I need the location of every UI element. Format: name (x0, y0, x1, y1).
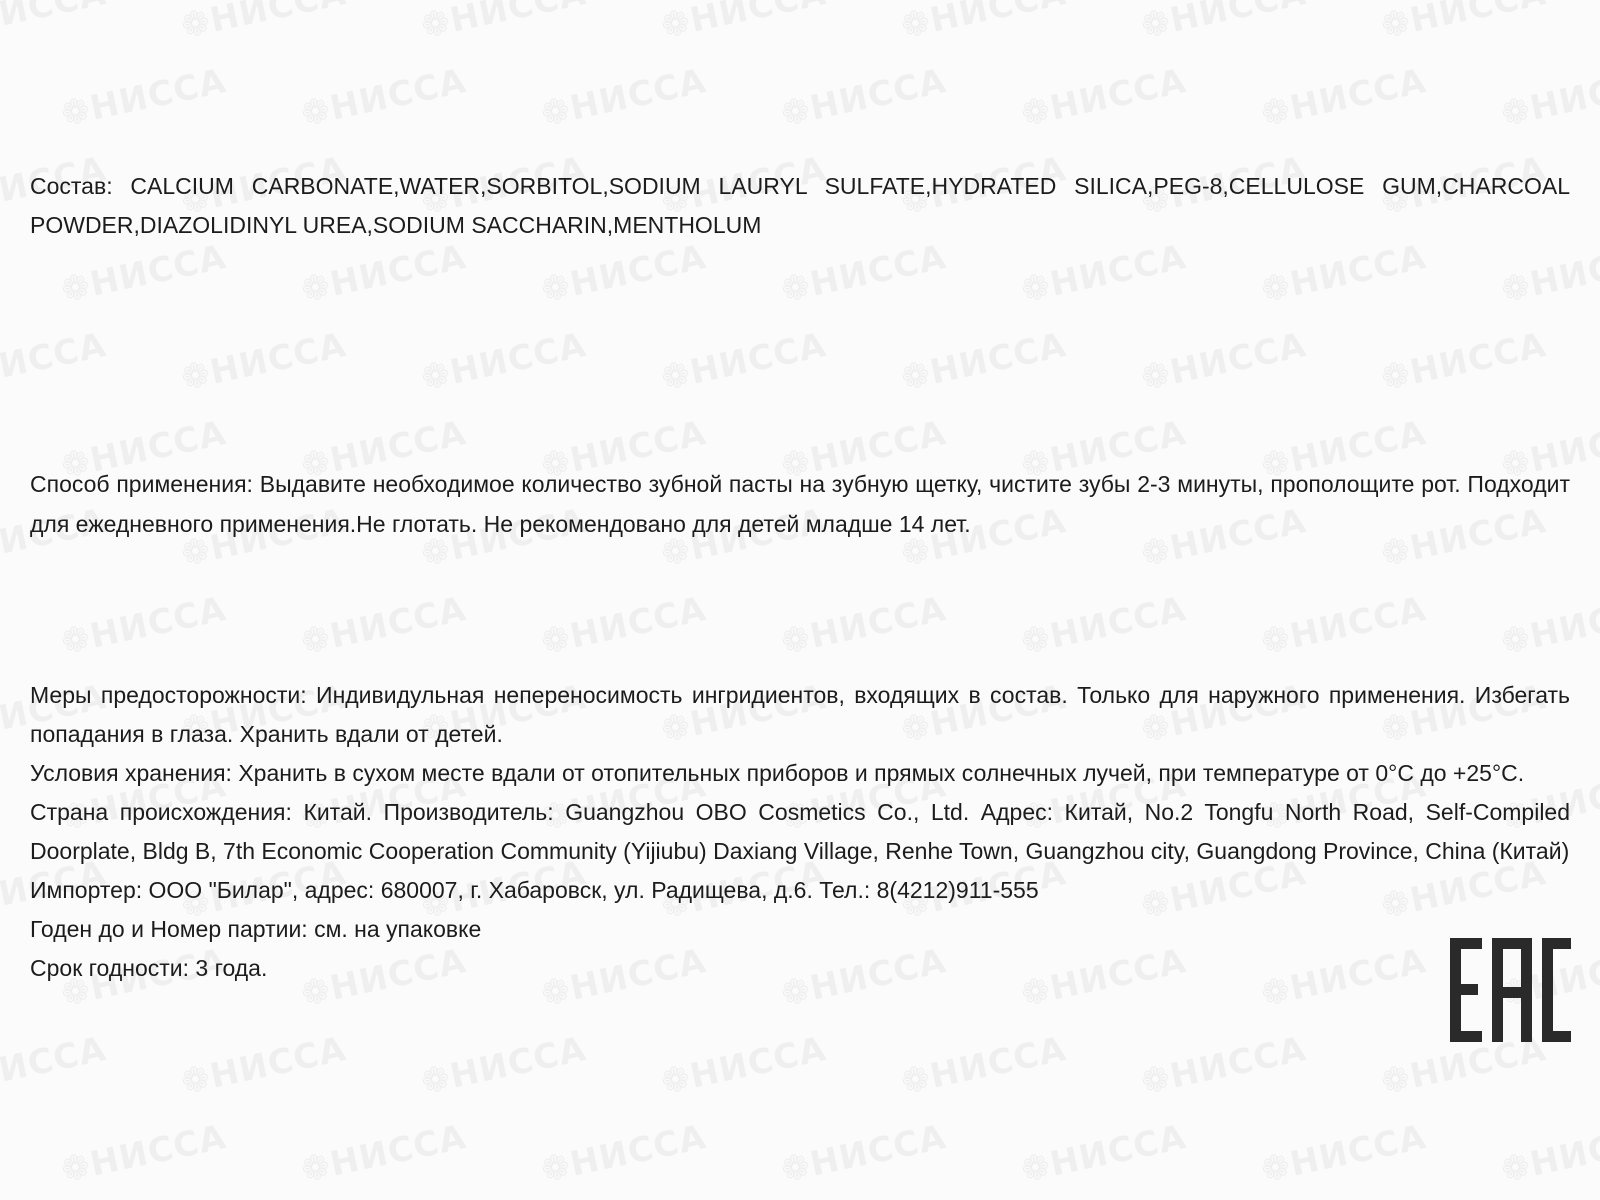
origin-label: Страна происхождения: (30, 799, 292, 825)
watermark-logo (0, 1029, 110, 1103)
watermark-logo (298, 61, 470, 135)
shelf-life-text: 3 года. (195, 955, 268, 981)
watermark-logo (178, 1029, 350, 1103)
watermark-logo (1018, 589, 1190, 663)
shelf-life-label: Срок годности: (30, 955, 190, 981)
watermark-logo (298, 237, 470, 311)
address-text: Китай, No.2 Tongfu North Road, Self-Compiled Doorplate, Bldg B, 7th Economic Cooperation Community (Yijiubu) Daxiang Village, Renhe Town, Guangzhou city, Guangdong Province, China (Китай) (30, 799, 1571, 864)
eac-certification-mark (1448, 935, 1573, 1045)
manufacturer-label: Производитель: (383, 799, 554, 825)
batch-text: Годен до и Номер партии: см. на упаковке (30, 916, 482, 942)
watermark-logo (1498, 61, 1600, 135)
precautions-paragraph (30, 676, 1570, 754)
watermark-logo (1378, 325, 1550, 399)
watermark-logo (1138, 0, 1310, 47)
watermark-logo (58, 589, 230, 663)
storage-paragraph (30, 754, 1570, 793)
watermark-logo (898, 0, 1070, 47)
composition-section (30, 167, 1570, 245)
watermark-logo (0, 0, 110, 47)
watermark-logo (658, 1029, 830, 1103)
precautions-label: Меры предосторожности: (30, 682, 307, 708)
watermark-logo (1498, 1117, 1600, 1191)
usage-section (30, 464, 1570, 544)
watermark-logo (658, 325, 830, 399)
watermark-logo (778, 61, 950, 135)
batch-paragraph (30, 910, 1570, 949)
watermark-logo (1138, 325, 1310, 399)
watermark-logo (778, 237, 950, 311)
watermark-logo (1498, 237, 1600, 311)
watermark-logo (898, 325, 1070, 399)
composition-label: Состав: (30, 173, 113, 199)
watermark-logo (1018, 1117, 1190, 1191)
watermark-logo (298, 589, 470, 663)
shelf-life-paragraph (30, 949, 1570, 988)
watermark-logo (1498, 589, 1600, 663)
watermark-logo (778, 1117, 950, 1191)
watermark-logo (538, 237, 710, 311)
watermark-logo (1258, 237, 1430, 311)
watermark-logo (1258, 61, 1430, 135)
usage-text: Выдавите необходимое количество зубной пасты на зубную щетку, чистите зубы 2-3 минуты, прополощите рот. Подходит для ежедневного применения.Не глотать. Не рекомендовано для детей младше 14 лет. (30, 471, 1571, 537)
watermark-logo (418, 325, 590, 399)
watermark-logo (0, 325, 110, 399)
watermark-logo (58, 237, 230, 311)
importer-text: ООО "Билар", адрес: 680007, г. Хабаровск, ул. Радищева, д.6. Тел.: 8(4212)911-555 (148, 877, 1039, 903)
importer-paragraph (30, 871, 1360, 910)
watermark-logo (58, 61, 230, 135)
importer-label: Импортер: (30, 877, 143, 903)
watermark-logo (418, 0, 590, 47)
watermark-logo (178, 325, 350, 399)
watermark-logo (418, 1029, 590, 1103)
watermark-logo (658, 0, 830, 47)
origin-paragraph (30, 793, 1570, 871)
watermark-logo (178, 0, 350, 47)
watermark-logo (1258, 1117, 1430, 1191)
watermark-logo (538, 1117, 710, 1191)
watermark-logo (538, 589, 710, 663)
manufacturer-name: Guangzhou OBO Cosmetics Co., Ltd. (565, 799, 970, 825)
usage-label: Способ применения: (30, 471, 253, 497)
watermark-logo (298, 1117, 470, 1191)
precautions-text: Индивидульная непереносимость ингридиентов, входящих в состав. Только для наружного применения. Избегать попадания в глаза. Хранить вдали от детей. (30, 682, 1570, 747)
watermark-logo (1138, 1029, 1310, 1103)
watermark-logo (778, 589, 950, 663)
storage-label: Условия хранения: (30, 760, 232, 786)
watermark-logo (1018, 237, 1190, 311)
watermark-logo (1378, 0, 1550, 47)
address-label: Адрес: (980, 799, 1054, 825)
watermark-logo (538, 61, 710, 135)
watermark-logo (898, 1029, 1070, 1103)
watermark-logo (1258, 589, 1430, 663)
watermark-logo (1018, 61, 1190, 135)
watermark-logo (58, 1117, 230, 1191)
storage-text: Хранить в сухом месте вдали от отопительных приборов и прямых солнечных лучей, при температуре от 0°С до +25°С. (238, 760, 1525, 786)
origin-country: Китай. (303, 799, 372, 825)
composition-text: CALCIUM CARBONATE,WATER,SORBITOL,SODIUM LAURYL SULFATE,HYDRATED SILICA,PEG-8,CELLULOSE GUM,CHARCOAL POWDER,DIAZOLIDINYL UREA,SODIUM SACCHARIN,MENTHOLUM (30, 173, 1570, 238)
info-section (30, 676, 1570, 988)
